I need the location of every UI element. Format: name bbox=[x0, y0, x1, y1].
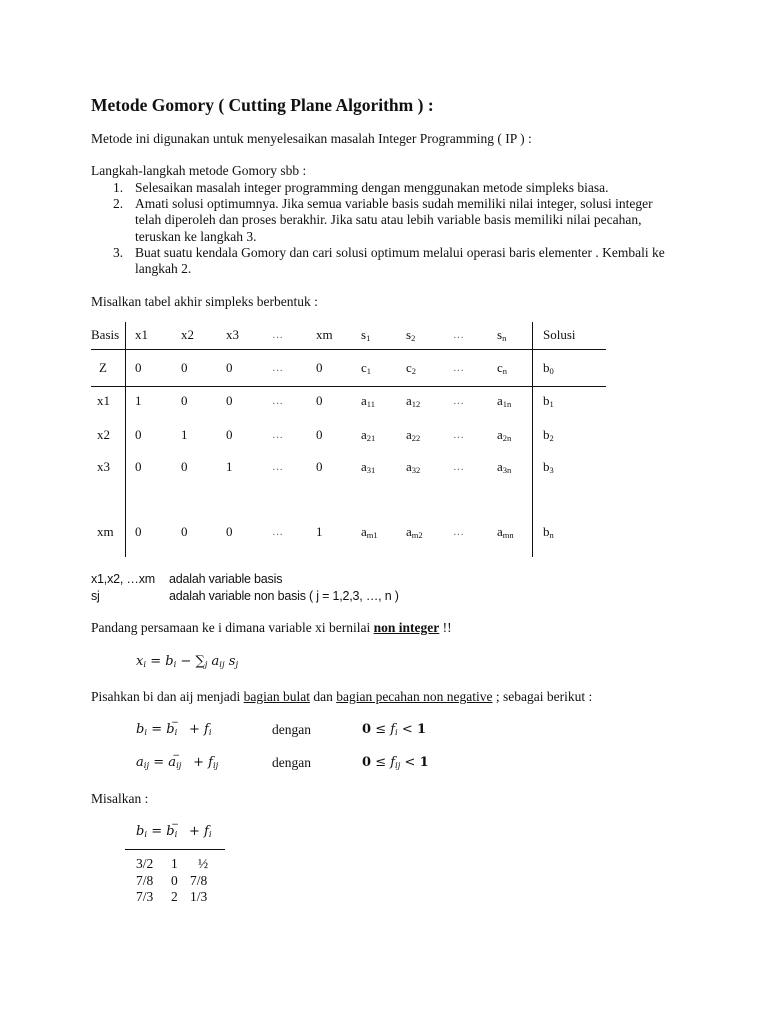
table-solution-cell: $b_3$ bbox=[543, 459, 554, 475]
table-s-cell: $a_{m1}$ bbox=[361, 524, 378, 540]
table-value-cell: 0 bbox=[135, 360, 142, 375]
step-text-line: Buat suatu kendala Gomory dan cari solusi optimum melalui operasi baris elementer . Kembali ke bbox=[135, 245, 665, 260]
table-header-subscript: 2 bbox=[411, 333, 416, 343]
example-cell: ½ bbox=[198, 856, 209, 871]
table-s-cell: $a_{2n}$ bbox=[497, 427, 512, 443]
pisahkan-underline-2: bagian pecahan non negative bbox=[336, 689, 493, 704]
step-text-line: Selesaikan masalah integer programming dengan menggunakan metode simpleks biasa. bbox=[135, 180, 609, 195]
table-header-cell: $s_n$ bbox=[497, 327, 507, 343]
table-value-cell: … bbox=[272, 461, 283, 473]
table-dots-cell: … bbox=[453, 362, 464, 374]
table-header-subscript: n bbox=[502, 333, 507, 343]
table-s-cell: $a_{32}$ bbox=[406, 459, 421, 475]
table-s-cell: $a_{3n}$ bbox=[497, 459, 512, 475]
table-value-cell: 0 bbox=[316, 393, 323, 408]
table-s-cell: $a_{1n}$ bbox=[497, 393, 512, 409]
table-cell-subscript: 12 bbox=[411, 399, 421, 409]
table-value-cell: 0 bbox=[135, 524, 142, 539]
table-solution-cell: $b_1$ bbox=[543, 393, 554, 409]
table-basis-cell: x1 bbox=[97, 393, 110, 408]
table-solution-cell: $b_0$ bbox=[543, 360, 554, 376]
table-value-cell: 1 bbox=[181, 427, 188, 442]
intro-paragraph: Metode ini digunakan untuk menyelesaikan masalah Integer Programming ( IP ) : bbox=[91, 131, 532, 146]
table-s-cell: $c_1$ bbox=[361, 360, 372, 376]
table-cell-subscript: 3n bbox=[502, 465, 512, 475]
table-header-cell: … bbox=[272, 329, 283, 341]
table-cell-subscript: 1 bbox=[549, 399, 554, 409]
example-header-equation: $b_i = b_i^- + f_i$ bbox=[136, 820, 212, 840]
table-z-rule bbox=[91, 386, 606, 387]
table-header-cell: x2 bbox=[181, 327, 194, 342]
pandang-pre: Pandang persamaan ke i dimana variable xi bernilai bbox=[91, 620, 374, 635]
table-s-cell: $a_{31}$ bbox=[361, 459, 376, 475]
pandang-emphasis: non integer bbox=[373, 620, 440, 635]
table-s-cell: $a_{21}$ bbox=[361, 427, 376, 443]
table-s-cell: $a_{m2}$ bbox=[406, 524, 423, 540]
dengan-label-2: dengan bbox=[272, 755, 311, 770]
step-number: 3. bbox=[113, 245, 124, 260]
table-dots-cell: … bbox=[453, 429, 464, 441]
table-value-cell: 0 bbox=[181, 524, 188, 539]
table-cell-subscript: 2 bbox=[549, 433, 554, 443]
table-s-cell: $a_{22}$ bbox=[406, 427, 421, 443]
table-header-cell: Solusi bbox=[543, 327, 576, 342]
table-value-cell: 0 bbox=[181, 393, 188, 408]
table-value-cell: 0 bbox=[316, 427, 323, 442]
table-header-cell: xm bbox=[316, 327, 333, 342]
table-value-cell: … bbox=[272, 362, 283, 374]
table-value-cell: 0 bbox=[135, 459, 142, 474]
table-header-cell: x3 bbox=[226, 327, 239, 342]
table-cell-subscript: 31 bbox=[366, 465, 376, 475]
example-cell: 7/3 bbox=[136, 889, 154, 904]
table-value-cell: 1 bbox=[316, 524, 323, 539]
table-intro: Misalkan tabel akhir simpleks berbentuk : bbox=[91, 294, 318, 309]
condition-fi: $0 \le f_i < 1$ bbox=[362, 722, 426, 738]
table-dots-cell: … bbox=[453, 526, 464, 538]
example-cell: 2 bbox=[171, 889, 178, 904]
table-s-cell: $a_{11}$ bbox=[361, 393, 375, 409]
equation-aij: $a_{ij} = a_{ij}^- + f_{ij}$ bbox=[136, 751, 219, 771]
table-cell-subscript: m1 bbox=[366, 530, 378, 540]
pisahkan-underline-1: bagian bulat bbox=[243, 689, 310, 704]
table-value-cell: … bbox=[272, 395, 283, 407]
table-value-cell: 0 bbox=[181, 360, 188, 375]
example-cell: 0 bbox=[171, 872, 178, 888]
example-cell: 3/2 bbox=[136, 856, 154, 871]
table-cell-subscript: 2 bbox=[411, 366, 417, 376]
table-dots-cell: … bbox=[453, 461, 464, 473]
example-cell: 7/8 bbox=[136, 872, 154, 888]
table-value-cell: 0 bbox=[226, 360, 233, 375]
table-header-cell: … bbox=[453, 329, 464, 341]
steps-heading: Langkah-langkah metode Gomory sbb : bbox=[91, 163, 307, 178]
table-cell-subscript: 21 bbox=[366, 433, 376, 443]
table-solution-cell: $b_n$ bbox=[543, 524, 554, 540]
page-title: Metode Gomory ( Cutting Plane Algorithm ) : bbox=[91, 95, 434, 115]
table-s-cell: $c_2$ bbox=[406, 360, 417, 376]
table-cell-subscript: 1n bbox=[502, 399, 512, 409]
table-header-cell: $s_2$ bbox=[406, 327, 416, 343]
table-value-cell: 0 bbox=[226, 427, 233, 442]
table-s-cell: $c_n$ bbox=[497, 360, 508, 376]
table-basis-cell: x2 bbox=[97, 427, 110, 442]
pisahkan-paragraph bbox=[91, 689, 592, 705]
table-value-cell: 0 bbox=[316, 360, 323, 375]
pandang-paragraph bbox=[91, 620, 452, 636]
table-cell-subscript: 0 bbox=[549, 366, 554, 376]
pandang-post: !! bbox=[439, 620, 452, 635]
misalkan-label: Misalkan : bbox=[91, 791, 149, 806]
example-cell: 1/3 bbox=[190, 889, 208, 904]
pisahkan-pre: Pisahkan bi dan aij menjadi bbox=[91, 689, 244, 704]
table-left-divider bbox=[125, 322, 126, 557]
table-value-cell: 1 bbox=[135, 393, 142, 408]
table-s-cell: $a_{12}$ bbox=[406, 393, 421, 409]
table-value-cell: 0 bbox=[135, 427, 142, 442]
table-header-rule bbox=[91, 349, 606, 350]
table-cell-subscript: 2n bbox=[502, 433, 512, 443]
condition-fij: $0 \le f_{ij} < 1$ bbox=[362, 755, 429, 771]
equation-bi: $b_i = b_i^- + f_i$ bbox=[136, 718, 212, 738]
table-header-cell: x1 bbox=[135, 327, 148, 342]
table-value-cell: 0 bbox=[226, 524, 233, 539]
table-header-cell: Basis bbox=[91, 327, 120, 342]
table-value-cell: … bbox=[272, 526, 283, 538]
table-cell-subscript: 1 bbox=[366, 366, 372, 376]
table-cell-subscript: n bbox=[549, 530, 554, 540]
equation-xi: $x_i = b_i - \sum_j$ $a_{ij}$ $s_j$ bbox=[136, 654, 239, 670]
step-text-line: telah diperoleh dan proses berakhir. Jika satu atau lebih variable basis memiliki nilai pecahan, bbox=[135, 212, 642, 228]
table-value-cell: 0 bbox=[226, 393, 233, 408]
table-value-cell: 0 bbox=[181, 459, 188, 474]
note-desc-nonbasis: adalah variable non basis ( j = 1,2,3, …, n ) bbox=[169, 589, 399, 603]
example-cell: 7/8 bbox=[190, 872, 208, 888]
table-value-cell: … bbox=[272, 429, 283, 441]
table-cell-subscript: 3 bbox=[549, 465, 554, 475]
note-term-nonbasis: sj bbox=[91, 589, 100, 603]
table-cell-subscript: 32 bbox=[411, 465, 421, 475]
step-text-line: langkah 2. bbox=[135, 261, 192, 277]
step-text-line: Amati solusi optimumnya. Jika semua variable basis sudah memiliki nilai integer, solusi integer bbox=[135, 196, 653, 211]
table-cell-subscript: mn bbox=[502, 530, 514, 540]
example-header-rule bbox=[125, 849, 225, 850]
step-number: 1. bbox=[113, 180, 124, 195]
pisahkan-post: ; sebagai berikut : bbox=[492, 689, 593, 704]
table-value-cell: 0 bbox=[316, 459, 323, 474]
table-solution-cell: $b_2$ bbox=[543, 427, 554, 443]
table-header-subscript: 1 bbox=[366, 333, 371, 343]
table-cell-subscript: 11 bbox=[366, 399, 375, 409]
dengan-label-1: dengan bbox=[272, 722, 311, 737]
table-basis-cell: x3 bbox=[97, 459, 110, 474]
table-basis-cell: Z bbox=[99, 360, 107, 375]
table-cell-subscript: 22 bbox=[411, 433, 421, 443]
step-number: 2. bbox=[113, 196, 124, 211]
step-text-line: teruskan ke langkah 3. bbox=[135, 228, 257, 244]
table-header-cell: $s_1$ bbox=[361, 327, 371, 343]
table-cell-subscript: n bbox=[502, 366, 508, 376]
example-cell: 1 bbox=[171, 856, 178, 871]
note-desc-basis: adalah variable basis bbox=[169, 572, 283, 586]
table-dots-cell: … bbox=[453, 395, 464, 407]
table-basis-cell: xm bbox=[97, 524, 114, 539]
table-right-divider bbox=[532, 322, 533, 557]
pisahkan-mid: dan bbox=[309, 689, 337, 704]
table-s-cell: $a_{mn}$ bbox=[497, 524, 514, 540]
table-cell-subscript: m2 bbox=[411, 530, 423, 540]
table-value-cell: 1 bbox=[226, 459, 233, 474]
note-term-basis: x1,x2, …xm bbox=[91, 572, 155, 586]
